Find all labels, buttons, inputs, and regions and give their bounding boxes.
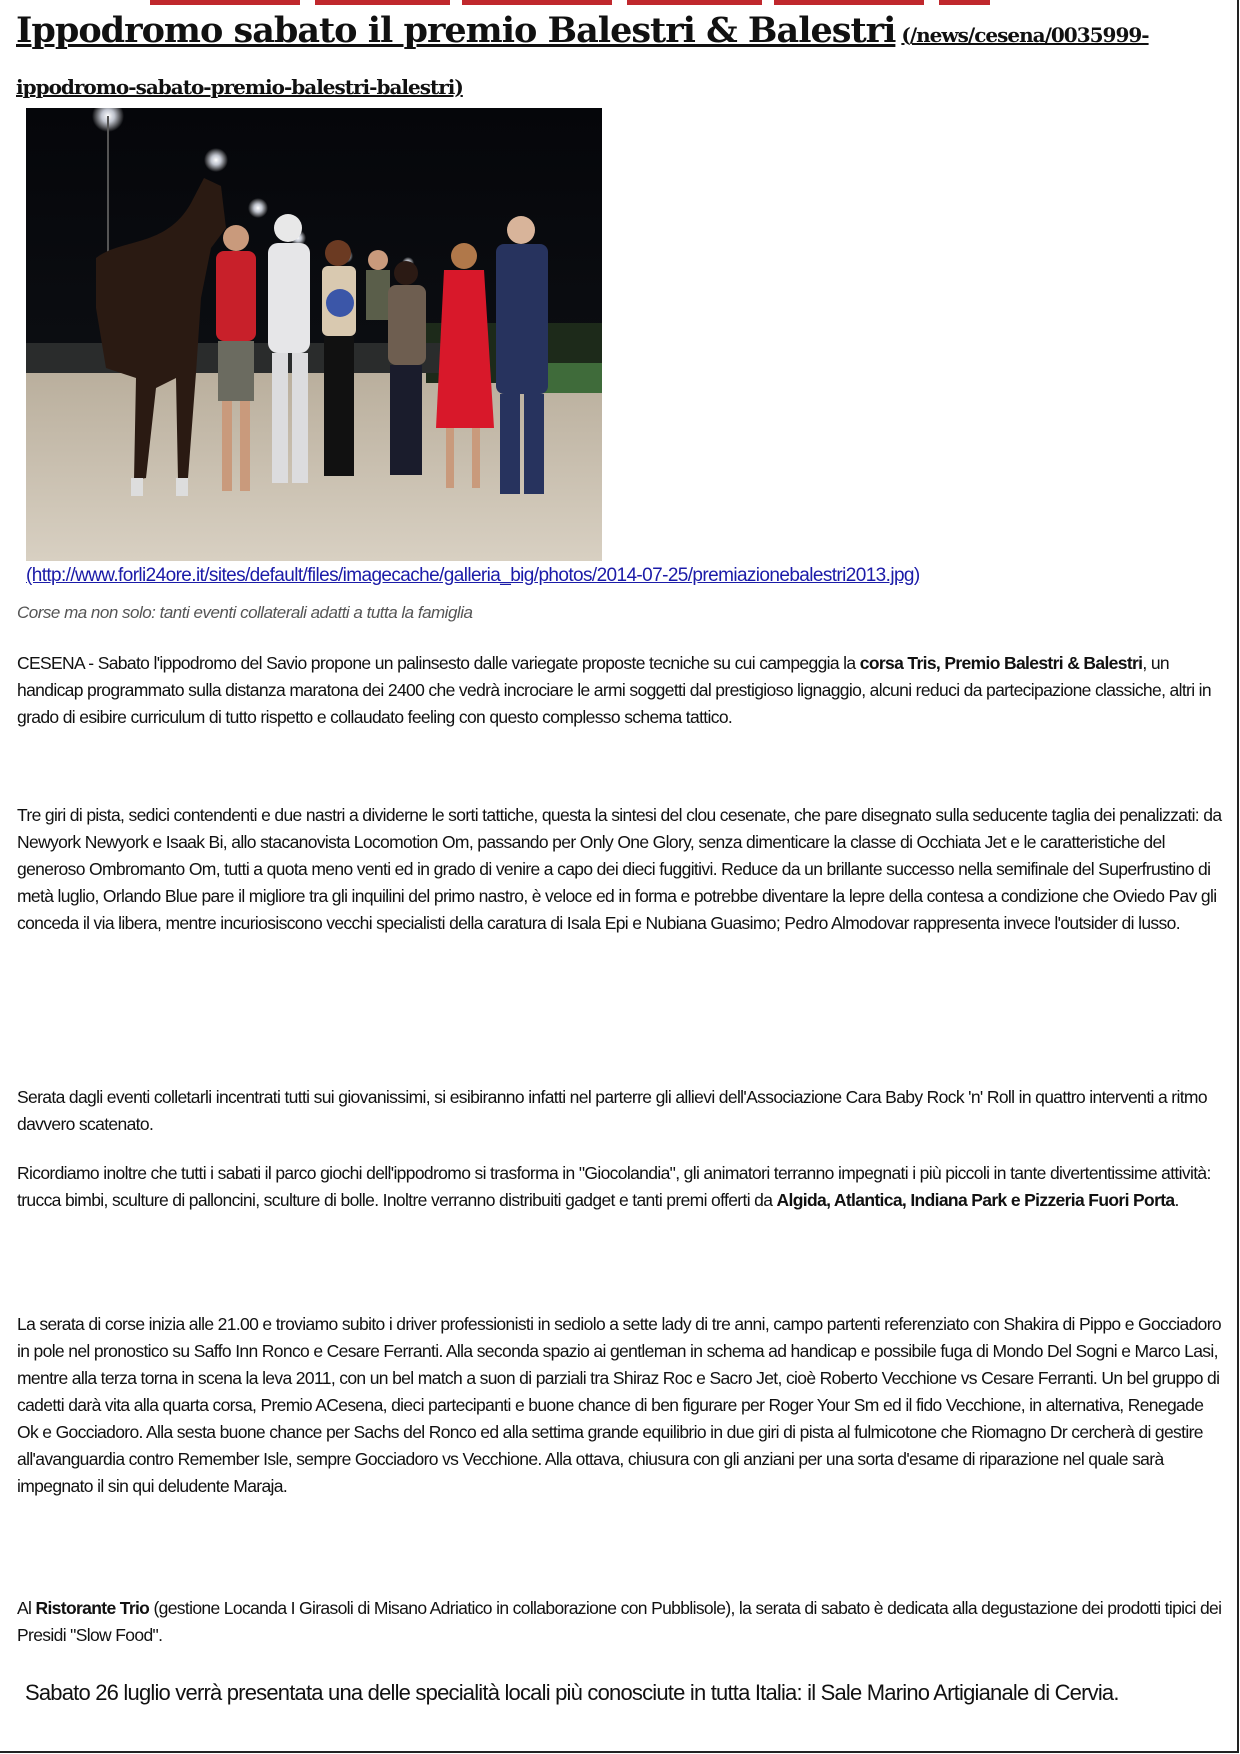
article-title-link[interactable]: Ippodromo sabato il premio Balestri & Balestri — [16, 10, 896, 51]
closing-announcement: Sabato 26 luglio verrà presentata una delle specialità locali più conosciute in tutta Italia: il Sale Marino Artigianale di Cervia. — [25, 1680, 1119, 1705]
paragraph-events: Serata dagli eventi colletarli incentrati tutti sui giovanissimi, si esibiranno infatti nel parterre gli allievi dell'Associazione Cara Baby Rock 'n' Roll in quattro interventi a ritmo davvero scatenato. — [17, 1087, 1207, 1134]
paragraph-race-analysis: Tre giri di pista, sedici contendenti e due nastri a dividerne le sorti tattiche, questa la sintesi del clou cesenate, che pare disegnato sulla seducente taglia dei penalizzati: da Newyork Newyork e Isaak Bi, allo stacanovista Locomotion Om, passando per Only One Glory, senza dimenticare la classe di Occhiata Jet e le caratteristiche del generoso Ombromanto Om, tutti a quota meno venti ed in grado di venire a capo dei dieci fuggitivi. Reduce da un brillante successo nella semifinale del Superfrustino di metà luglio, Orlando Blue pare il migliore tra gli inquilini del primo nastro, è veloce ed in forma e potrebbe diventare la lepre della contesa a condizione che Oviedo Pav gli conceda il via libera, mentre incuriosiscono vecchi specialisti della caratura di Isala Epi e Nubiana Guasimo; Pedro Almodovar rappresenta invece l'outsider di lusso. — [17, 805, 1222, 933]
paragraph-giocolandia: Ricordiamo inoltre che tutti i sabati il parco giochi dell'ippodromo si trasforma in "Giocolandia", gli animatori terranno impegnati i più piccoli in tante divertentissime attività: trucca bimbi, sculture di palloncini, sculture di bolle. Inoltre verranno distribuiti gadget e tanti premi offerti da Algida, Atlantica, Indiana Park e Pizzeria Fuori Porta. — [17, 1163, 1211, 1210]
article-url-link[interactable]: (/news/cesena/0035999-ippodromo-sabato-premio-balestri-balestri) — [16, 23, 1149, 99]
paragraph-restaurant: Al Ristorante Trio (gestione Locanda I Girasoli di Misano Adriatico in collaborazione con Pubblisole), la serata di sabato è dedicata alla degustazione dei prodotti tipici dei Presidi "Slow Food". — [17, 1598, 1222, 1645]
image-source-link[interactable]: (http://www.forli24ore.it/sites/default/files/imagecache/galleria_big/photos/2014-07-25/premiazionebalestri2013.jpg) — [26, 565, 920, 586]
article-header — [16, 6, 1216, 114]
top-clipped-bar — [150, 0, 990, 5]
paragraph-intro: CESENA - Sabato l'ippodromo del Savio propone un palinsesto dalle variegate proposte tecniche su cui campeggia la corsa Tris, Premio Balestri & Balestri, un handicap programmato sulla distanza maratona dei 2400 che vedrà incrociare le armi soggetti dal prestigioso lignaggio, alcuni reduci da partecipazione classiche, altri in grado di esibire curriculum di tutto rispetto e collaudato feeling con questo complesso schema tattico. — [17, 653, 1211, 727]
award-ceremony-photo[interactable] — [26, 108, 602, 561]
paragraph-race-program: La serata di corse inizia alle 21.00 e troviamo subito i driver professionisti in sediolo a sette lady di tre anni, campo partenti referenziato con Shakira di Pippo e Gocciadoro in pole nel pronostico su Saffo Inn Ronco e Cesare Ferranti. Alla seconda spazio ai gentleman in schema ad handicap e possibile fuga di Mondo Del Sogni e Marco Lasi, mentre alla terza torna in scena la leva 2011, con un bel match a suon di parziali tra Shiraz Roc e Sacro Jet, cioè Roberto Vecchione vs Cesare Ferranti. Un bel gruppo di cadetti darà vita alla quarta corsa, Premio ACesena, dieci partecipanti e buone chance di ben figurare per Roger Your Sm ed il fido Vecchione, in alternativa, Renegade Ok e Gocciadoro. Alla sesta buone chance per Sachs del Ronco ed alla settima grande equilibrio in due giri di pista al fulmicotone che Riomagno Dr cercherà di gestire all'avanguardia contro Remember Isle, sempre Gocciadoro vs Vecchione. Alla ottava, chiusura con gli anziani per una sorta d'esame di riparazione nel quale sarà impegnato il sin qui deludente Maraja. — [17, 1314, 1221, 1496]
image-caption: Corse ma non solo: tanti eventi collaterali adatti a tutta la famiglia — [17, 603, 473, 622]
